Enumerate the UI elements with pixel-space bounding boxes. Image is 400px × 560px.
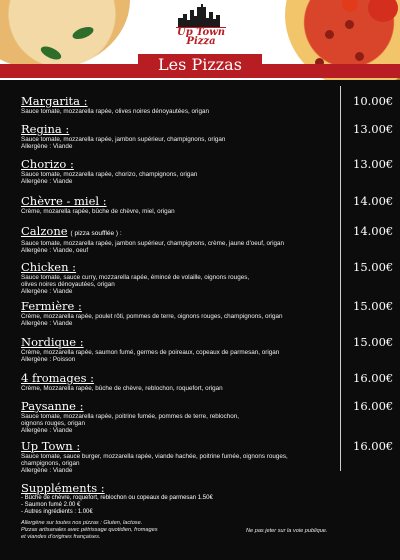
item-price: 15.00€ <box>353 335 394 349</box>
item-price: 15.00€ <box>353 260 394 274</box>
item-allergen: Allergène : Viande <box>21 427 73 435</box>
item-name <box>21 123 339 136</box>
item-name <box>21 372 339 385</box>
menu-item <box>21 372 339 392</box>
item-description: Sauce tomate, mozzarella rapée, chorizo, champignons, origan <box>21 171 198 178</box>
footer-disclaimer: Ne pas jeter sur la voie publique. <box>246 528 328 534</box>
footer-line: et viandes d'origines françaises. <box>21 534 101 540</box>
item-description: Crème, Mozzarella rapée, bûche de chèvre, reblochon, roquefort, origan <box>21 385 223 392</box>
menu-item <box>21 195 339 215</box>
item-name <box>21 440 339 453</box>
item-allergen: Allergène : Poisson <box>21 356 76 364</box>
item-name-text: Up Town : <box>21 439 81 453</box>
item-description: Sauce tomate, sauce curry, mozzarella rapée, émincé de volaille, oignons rouges, <box>21 274 250 281</box>
item-price: 14.00€ <box>353 194 394 208</box>
item-description: Crème, mozarella rapée, bûche de chèvre, miel, origan <box>21 208 175 215</box>
item-name-text: Chèvre - miel : <box>21 194 107 208</box>
item-price: 14.00€ <box>353 224 394 238</box>
item-name <box>21 300 339 313</box>
item-name <box>21 261 339 274</box>
item-name-text: Paysanne : <box>21 399 84 413</box>
page-title: Les Pizzas <box>138 54 262 76</box>
footer-notes <box>21 520 201 541</box>
item-name <box>21 336 339 349</box>
item-description: Sauce tomate, mozzarella rapée, jambon supérieur, champignons, crème, jaune d'oeuf, origan <box>21 240 285 247</box>
item-price: 13.00€ <box>353 157 394 171</box>
item-name-text: Nordique : <box>21 335 84 349</box>
menu-item <box>21 123 339 150</box>
item-allergen: Allergène : Viande <box>21 288 73 296</box>
price-divider <box>340 86 341 471</box>
item-price: 13.00€ <box>353 122 394 136</box>
item-name <box>21 225 339 240</box>
item-name-text: Calzone <box>21 224 68 238</box>
item-note: ( pizza soufflée ) : <box>70 230 122 237</box>
logo-line-2: Pizza <box>186 36 216 47</box>
item-description: Sauce tomate, mozzarella rapée, jambon supérieur, champignons, origan <box>21 136 226 143</box>
supplements-title: Suppléments : <box>21 481 105 495</box>
supplements-section <box>21 482 331 517</box>
menu-item <box>21 158 339 185</box>
item-name <box>21 195 339 208</box>
supplement-line: - Autres ingrédients : 1.00€ <box>21 509 93 516</box>
item-price: 10.00€ <box>353 94 394 108</box>
item-name-text: Regina : <box>21 122 70 136</box>
item-name <box>21 400 339 413</box>
item-name <box>21 158 339 171</box>
menu-item <box>21 300 339 327</box>
item-price: 15.00€ <box>353 299 394 313</box>
menu-item <box>21 95 339 115</box>
item-description: Crème, mozzarella rapée, saumon fumé, germes de poireaux, copeaux de parmesan, origan <box>21 349 280 356</box>
item-name-text: Chicken : <box>21 260 77 274</box>
item-allergen: Allergène : Viande <box>21 178 73 186</box>
item-description: olives noires dénoyautées, origan <box>21 281 115 289</box>
item-description: Sauce tomate, mozzarella rapée, poitrine fumée, pommes de terre, reblochon, <box>21 413 240 420</box>
footer-line: Pizzas artisanales avec pétrissage quotidien, fromages <box>21 527 158 533</box>
item-allergen: Allergène : Viande <box>21 143 73 151</box>
item-name-text: Margarita : <box>21 94 88 108</box>
item-name-text: Chorizo : <box>21 157 74 171</box>
menu-item <box>21 261 339 296</box>
item-allergen: Allergène : Viande <box>21 467 73 475</box>
item-description: champignons, origan <box>21 460 80 468</box>
item-description: Sauce tomate, mozzarella rapée, olives noires dénoyautées, origan <box>21 108 209 115</box>
item-price: 16.00€ <box>353 399 394 413</box>
menu-item <box>21 336 339 363</box>
item-name-text: 4 fromages : <box>21 371 95 385</box>
item-description: Crème, mozzarella rapée, poulet rôti, pommes de terre, oignons rouges, champignons, origan <box>21 313 283 320</box>
item-description: oignons rouges, origan <box>21 420 86 428</box>
item-price: 16.00€ <box>353 439 394 453</box>
item-description: Sauce tomate, sauce burger, mozzarella rapée, viande hachée, poitrine fumée, oignons rouges, <box>21 453 288 460</box>
item-name <box>21 95 339 108</box>
logo-line-1: Up Town <box>176 27 226 38</box>
supplement-line: - Saumon fumé 2.00 € <box>21 502 81 509</box>
menu-item <box>21 440 339 475</box>
menu-item <box>21 225 339 254</box>
item-allergen: Allergène : Viande, oeuf <box>21 247 89 255</box>
footer-line: Allergène sur toutes nos pizzas : Gluten, lactose. <box>21 520 143 526</box>
item-allergen: Allergène : Viande <box>21 320 73 328</box>
item-price: 16.00€ <box>353 371 394 385</box>
menu-item <box>21 400 339 435</box>
supplement-line: - Bûche de chèvre, roquefort, reblochon ou copeaux de parmesan 1.50€ <box>21 495 213 501</box>
item-name-text: Fermière : <box>21 299 82 313</box>
